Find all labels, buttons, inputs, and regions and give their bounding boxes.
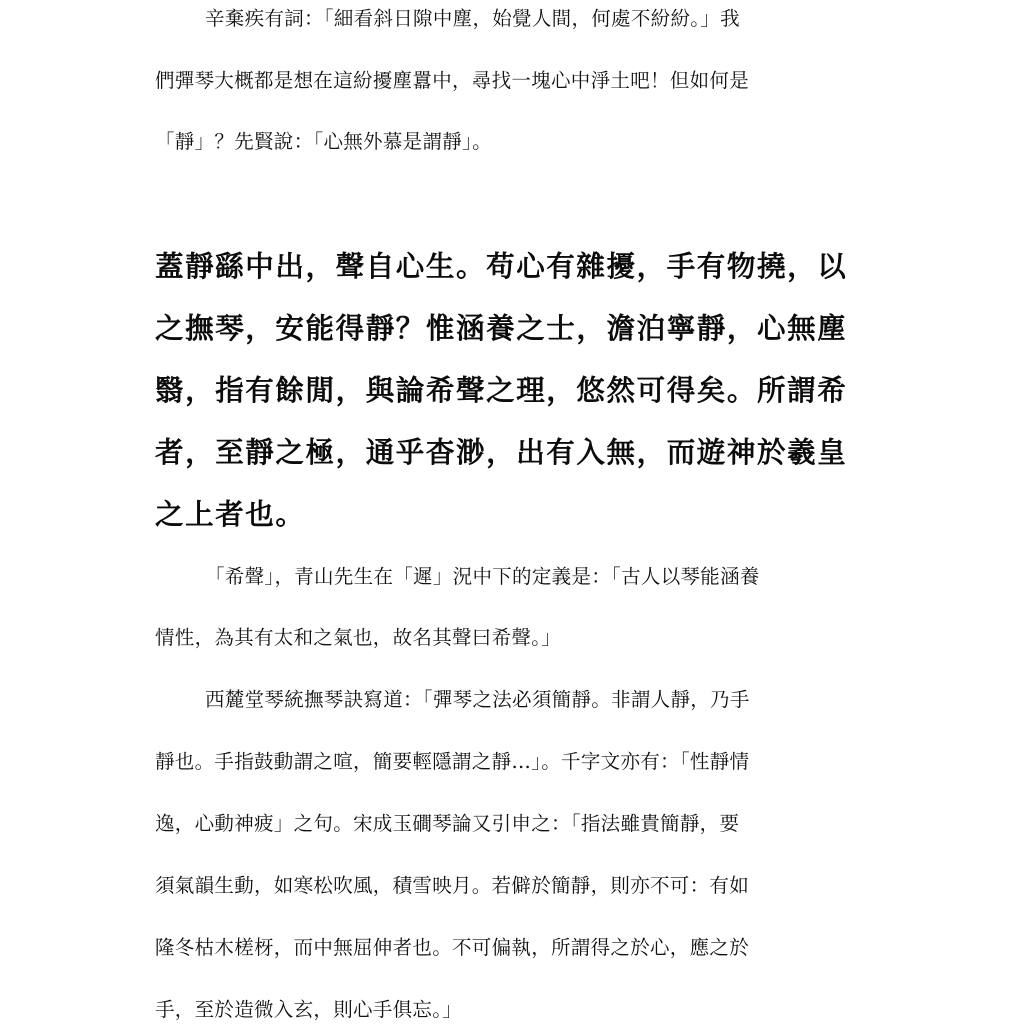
paragraph-3-line-1: 「希聲」，青山先生在「遲」況中下的定義是：「古人以琴能涵養 [205, 565, 760, 588]
paragraph-4-line-6: 手，至於造微入玄，則心手俱忘。」 [155, 998, 463, 1021]
paragraph-4-line-1: 西麓堂琴統撫琴訣寫道：「彈琴之法必須簡靜。非謂人靜，乃手 [205, 688, 750, 711]
paragraph-1-line-2: 們彈琴大概都是想在這紛擾塵囂中，尋找一塊心中淨土吧！但如何是 [155, 69, 750, 92]
quote-line-1: 蓋靜繇中出，聲自心生。苟心有雜擾，手有物撓，以 [155, 249, 848, 283]
paragraph-1-line-3: 「靜」？先賢說：「心無外慕是謂靜」。 [155, 130, 492, 153]
quote-line-3: 翳，指有餘閒，與論希聲之理，悠然可得矣。所謂希 [155, 373, 848, 407]
paragraph-4-line-4: 須氣韻生動，如寒松吹風，積雪映月。若僻於簡靜，則亦不可：有如 [155, 874, 750, 897]
quote-line-5: 之上者也。 [155, 497, 306, 531]
paragraph-4-line-5: 隆冬枯木槎枒，而中無屈伸者也。不可偏執，所謂得之於心，應之於 [155, 936, 750, 959]
paragraph-4-line-2: 靜也。手指鼓動謂之喧，簡要輕隱謂之靜…」。千字文亦有：「性靜情 [155, 750, 750, 773]
paragraph-3-line-2: 情性，為其有太和之氣也，故名其聲曰希聲。」 [155, 626, 562, 649]
quote-line-4: 者，至靜之極，通乎杳渺，出有入無，而遊神於羲皇 [155, 435, 848, 469]
paragraph-1-line-1: 辛棄疾有詞：「細看斜日隙中塵，始覺人間，何處不紛紛。」我 [205, 7, 740, 30]
paragraph-4-line-3: 逸，心動神疲」之句。宋成玉磵琴論又引申之：「指法雖貴簡靜，要 [155, 812, 740, 835]
quote-line-2: 之撫琴，安能得靜？惟涵養之士，澹泊寧靜，心無塵 [155, 311, 848, 345]
